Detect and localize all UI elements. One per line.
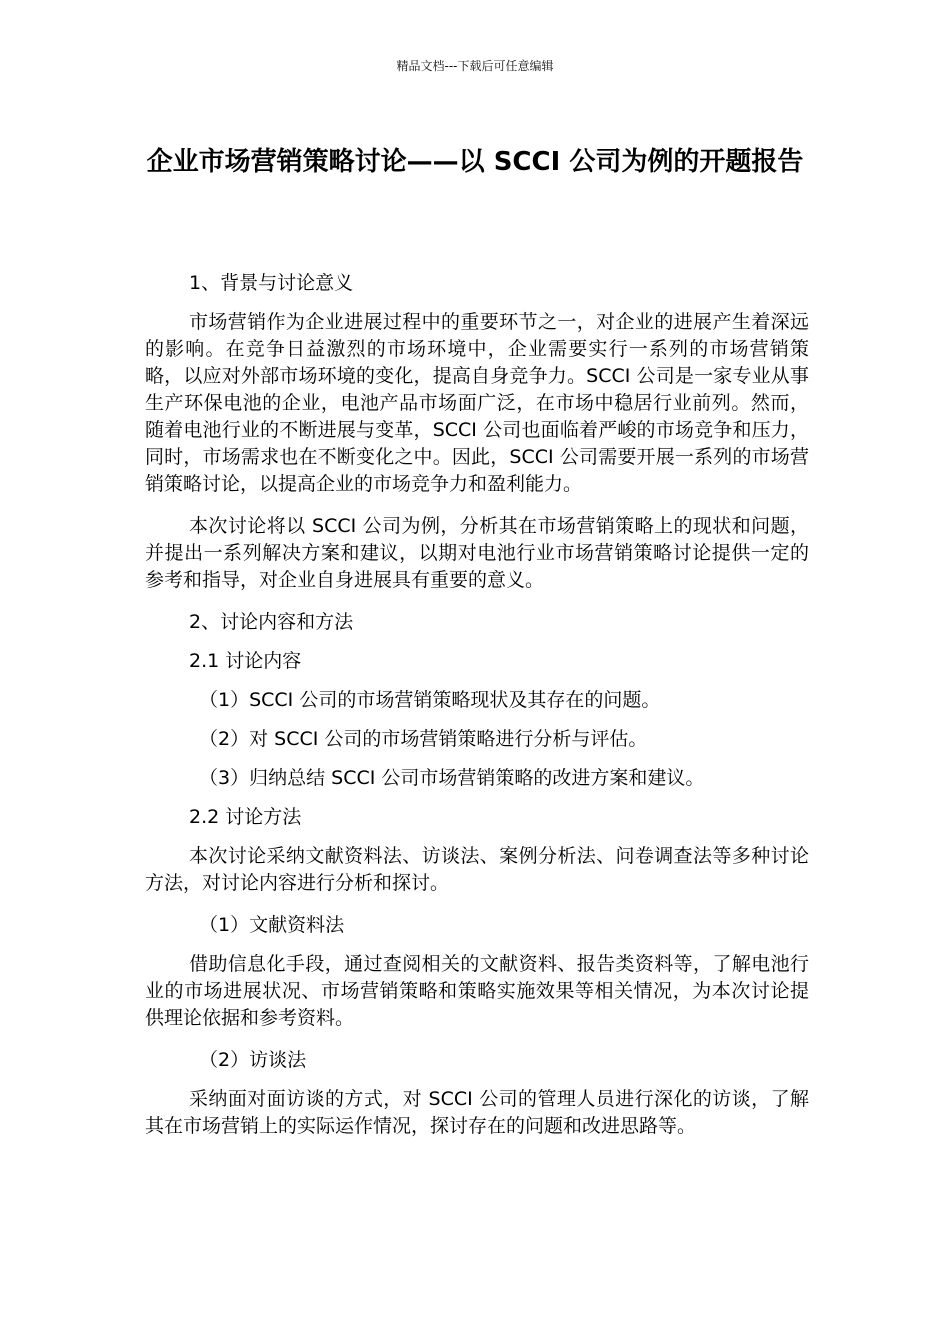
method-heading-interview: （2）访谈法: [199, 1049, 307, 1071]
subsection-heading-2-1: 2.1 讨论内容: [189, 650, 302, 672]
document-title: 企业市场营销策略讨论——以 SCCI 公司为例的开题报告: [146, 147, 804, 177]
document-body: [145, 270, 809, 1155]
list-item: （3）归纳总结 SCCI 公司市场营销策略的改进方案和建议。: [199, 767, 705, 789]
method-heading-literature: （1）文献资料法: [199, 914, 345, 936]
list-item: （2）对 SCCI 公司的市场营销策略进行分析与评估。: [199, 728, 648, 750]
paragraph-interview: 采纳面对面访谈的方式，对 SCCI 公司的管理人员进行深化的访谈，了解其在市场营销上的实际运作情况，探讨存在的问题和改进思路等。: [145, 1088, 809, 1137]
paragraph-purpose: 本次讨论将以 SCCI 公司为例，分析其在市场营销策略上的现状和问题，并提出一系列解决方案和建议，以期对电池行业市场营销策略讨论提供一定的参考和指导，对企业自身进展具有重要的意义。: [145, 515, 809, 591]
section-heading-2: 2、讨论内容和方法: [189, 611, 354, 633]
subsection-heading-2-2: 2.2 讨论方法: [189, 806, 302, 828]
header-note: 精品文档---下载后可任意编辑: [396, 59, 554, 73]
paragraph-literature: 借助信息化手段，通过查阅相关的文献资料、报告类资料等，了解电池行业的市场进展状况、市场营销策略和策略实施效果等相关情况，为本次讨论提供理论依据和参考资料。: [145, 953, 809, 1029]
section-heading-1: 1、背景与讨论意义: [189, 272, 354, 294]
paragraph-methods: 本次讨论采纳文献资料法、访谈法、案例分析法、问卷调查法等多种讨论方法，对讨论内容进行分析和探讨。: [145, 845, 809, 894]
list-item: （1）SCCI 公司的市场营销策略现状及其存在的问题。: [199, 689, 661, 711]
paragraph-background: 市场营销作为企业进展过程中的重要环节之一，对企业的进展产生着深远的影响。在竞争日益激烈的市场环境中，企业需要实行一系列的市场营销策略，以应对外部市场环境的变化，提高自身竞争力。SCCI 公司是一家专业从事生产环保电池的企业，电池产品市场面广泛，在市场中稳居行业前列。然而，随着电池行业的不断进展与变革，SCCI 公司也面临着严峻的市场竞争和压力，同时，市场需求也在不断变化之中。因此，SCCI 公司需要开展一系列的市场营销策略讨论，以提高企业的市场竞争力和盈利能力。: [145, 311, 809, 495]
